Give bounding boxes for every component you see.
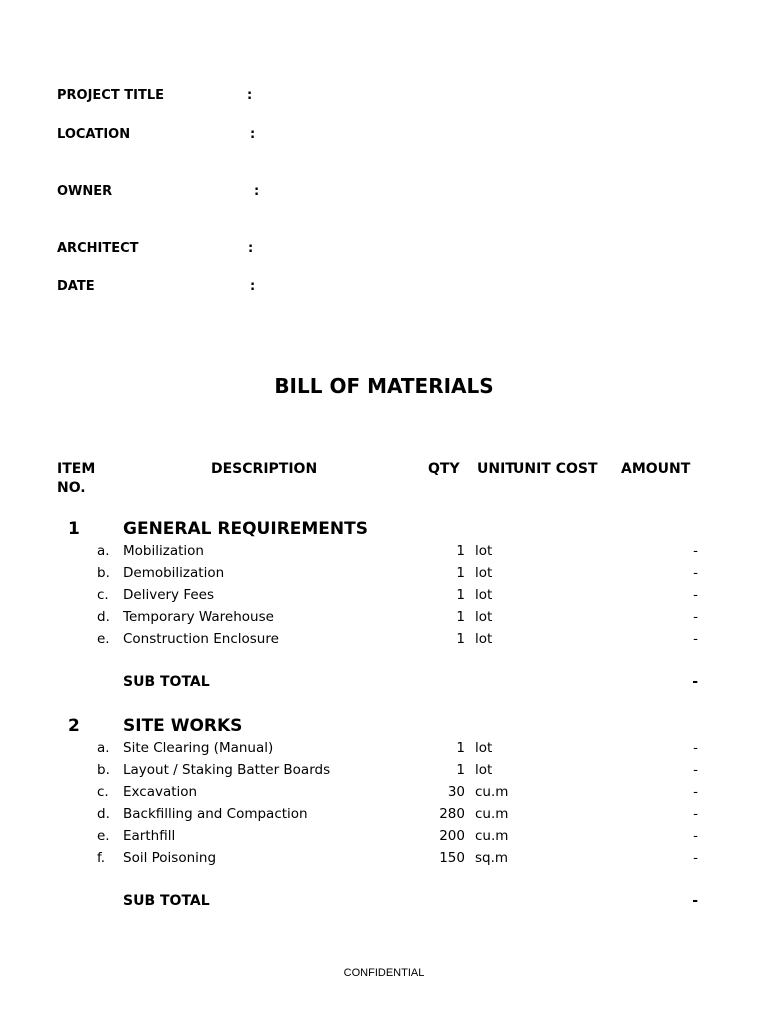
col-qty: QTY bbox=[428, 461, 460, 477]
table-row bbox=[0, 609, 768, 631]
table-row bbox=[0, 543, 768, 565]
item-qty: 1 bbox=[456, 565, 465, 581]
item-unit: lot bbox=[475, 740, 493, 756]
item-qty: 1 bbox=[456, 609, 465, 625]
item-unit: lot bbox=[475, 762, 493, 778]
table-row bbox=[0, 806, 768, 828]
date-label: DATE bbox=[57, 279, 95, 294]
architect-label: ARCHITECT bbox=[57, 241, 139, 256]
project-title-label: PROJECT TITLE bbox=[57, 88, 164, 103]
item-qty: 1 bbox=[456, 543, 465, 559]
item-letter: e. bbox=[97, 828, 110, 844]
item-description: Backfilling and Compaction bbox=[123, 806, 308, 822]
item-description: Excavation bbox=[123, 784, 198, 800]
item-amount: - bbox=[693, 762, 698, 778]
item-amount: - bbox=[693, 543, 698, 559]
item-unit: cu.m bbox=[475, 806, 509, 822]
item-description: Layout / Staking Batter Boards bbox=[123, 762, 331, 778]
item-unit: cu.m bbox=[475, 784, 509, 800]
item-description: Demobilization bbox=[123, 565, 225, 581]
col-amount: AMOUNT bbox=[621, 461, 691, 477]
section-number: 2 bbox=[68, 716, 80, 736]
item-letter: c. bbox=[97, 587, 109, 603]
architect-colon: : bbox=[248, 241, 254, 256]
item-amount: - bbox=[693, 631, 698, 647]
subtotal-label: SUB TOTAL bbox=[123, 893, 210, 909]
section-number: 1 bbox=[68, 519, 80, 539]
item-unit: lot bbox=[475, 609, 493, 625]
item-letter: a. bbox=[97, 740, 110, 756]
item-qty: 1 bbox=[456, 740, 465, 756]
table-row bbox=[0, 762, 768, 784]
item-qty: 150 bbox=[439, 850, 465, 866]
item-description: Soil Poisoning bbox=[123, 850, 217, 866]
item-amount: - bbox=[693, 850, 698, 866]
item-qty: 30 bbox=[447, 784, 465, 800]
item-qty: 1 bbox=[456, 762, 465, 778]
item-qty: 1 bbox=[456, 631, 465, 647]
item-letter: d. bbox=[97, 609, 110, 625]
item-amount: - bbox=[693, 565, 698, 581]
owner-label: OWNER bbox=[57, 184, 113, 199]
item-description: Mobilization bbox=[123, 543, 204, 559]
item-unit: sq.m bbox=[475, 850, 509, 866]
item-amount: - bbox=[693, 609, 698, 625]
item-unit: lot bbox=[475, 565, 493, 581]
item-description: Earthfill bbox=[123, 828, 176, 844]
item-letter: f. bbox=[97, 850, 106, 866]
item-description: Delivery Fees bbox=[123, 587, 214, 603]
item-unit: lot bbox=[475, 543, 493, 559]
document-title: BILL OF MATERIALS bbox=[274, 374, 494, 398]
col-unit: UNIT bbox=[477, 461, 515, 477]
item-amount: - bbox=[693, 806, 698, 822]
item-letter: e. bbox=[97, 631, 110, 647]
location-colon: : bbox=[250, 127, 256, 142]
item-letter: d. bbox=[97, 806, 110, 822]
item-amount: - bbox=[693, 740, 698, 756]
table-row bbox=[0, 828, 768, 850]
subtotal-label: SUB TOTAL bbox=[123, 674, 210, 690]
footer-confidential: CONFIDENTIAL bbox=[343, 967, 425, 979]
item-letter: c. bbox=[97, 784, 109, 800]
col-description: DESCRIPTION bbox=[211, 461, 318, 477]
date-colon: : bbox=[250, 279, 256, 294]
table-row bbox=[0, 740, 768, 762]
item-amount: - bbox=[693, 784, 698, 800]
item-amount: - bbox=[693, 828, 698, 844]
section-title: SITE WORKS bbox=[123, 716, 243, 736]
item-unit: cu.m bbox=[475, 828, 509, 844]
item-letter: b. bbox=[97, 565, 110, 581]
table-row bbox=[0, 631, 768, 653]
table-row bbox=[0, 587, 768, 609]
col-item: ITEM bbox=[57, 461, 96, 477]
item-qty: 280 bbox=[439, 806, 465, 822]
col-item-no: NO. bbox=[57, 480, 86, 496]
item-amount: - bbox=[693, 587, 698, 603]
subtotal-amount: - bbox=[692, 893, 698, 909]
item-letter: a. bbox=[97, 543, 110, 559]
item-description: Temporary Warehouse bbox=[123, 609, 274, 625]
item-unit: lot bbox=[475, 631, 493, 647]
table-row bbox=[0, 850, 768, 872]
table-row bbox=[0, 565, 768, 587]
subtotal-amount: - bbox=[692, 674, 698, 690]
item-qty: 200 bbox=[439, 828, 465, 844]
item-qty: 1 bbox=[456, 587, 465, 603]
owner-colon: : bbox=[254, 184, 260, 199]
col-unit-cost-text: UNIT COST bbox=[513, 461, 598, 477]
item-description: Construction Enclosure bbox=[123, 631, 279, 647]
item-description: Site Clearing (Manual) bbox=[123, 740, 274, 756]
col-unit-cost bbox=[513, 461, 606, 477]
table-row bbox=[0, 784, 768, 806]
item-letter: b. bbox=[97, 762, 110, 778]
project-title-colon: : bbox=[247, 88, 253, 103]
section-title: GENERAL REQUIREMENTS bbox=[123, 519, 368, 539]
item-unit: lot bbox=[475, 587, 493, 603]
location-label: LOCATION bbox=[57, 127, 131, 142]
